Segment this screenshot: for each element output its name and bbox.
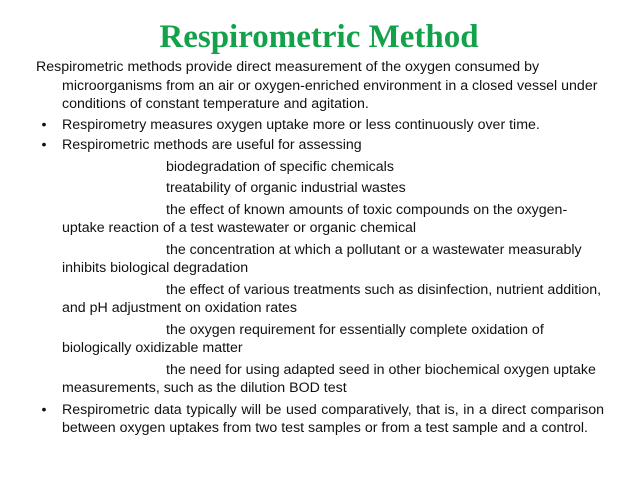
sub-item: treatability of organic industrial wastes [166,180,406,196]
bullet-text: Respirometric methods are useful for assessing [62,137,362,153]
sub-item: the effect of various treatments such as disinfection, nutrient addition, and pH adjustment on oxidation rates [62,281,602,316]
bullet-item [36,401,604,438]
sub-item: biodegradation of specific chemicals [166,158,394,175]
slide-title: Respirometric Method [159,19,479,55]
bullet-item [36,116,604,135]
intro-paragraph: Respirometric methods provide direct measurement of the oxygen consumed by microorganisms from an air or oxygen-enriched environment in a closed vessel under conditions of constant temperature and agitation. [36,59,598,112]
slide-body [36,58,604,440]
bullet-item [36,136,604,155]
sub-item: the effect of known amounts of toxic compounds on the oxygen-uptake reaction of a test wastewater or organic chemical [62,201,568,236]
bullet-text: Respirometry measures oxygen uptake more or less continuously over time. [62,116,540,133]
sub-item: the oxygen requirement for essentially complete oxidation of biologically oxidizable matter [62,321,544,356]
bullet-glyph: • [41,137,47,153]
sub-item: the need for using adapted seed in other biochemical oxygen uptake measurements, such as the dilution BOD test [62,361,596,396]
bullet-text: Respirometric data typically will be used comparatively, that is, in a direct comparison between oxygen uptakes from two test samples or from a test sample and a control. [62,401,604,436]
sub-item: the concentration at which a pollutant or a wastewater measurably inhibits biological degradation [62,241,582,276]
bullet-glyph: • [41,116,47,133]
bullet-glyph: • [41,401,47,418]
